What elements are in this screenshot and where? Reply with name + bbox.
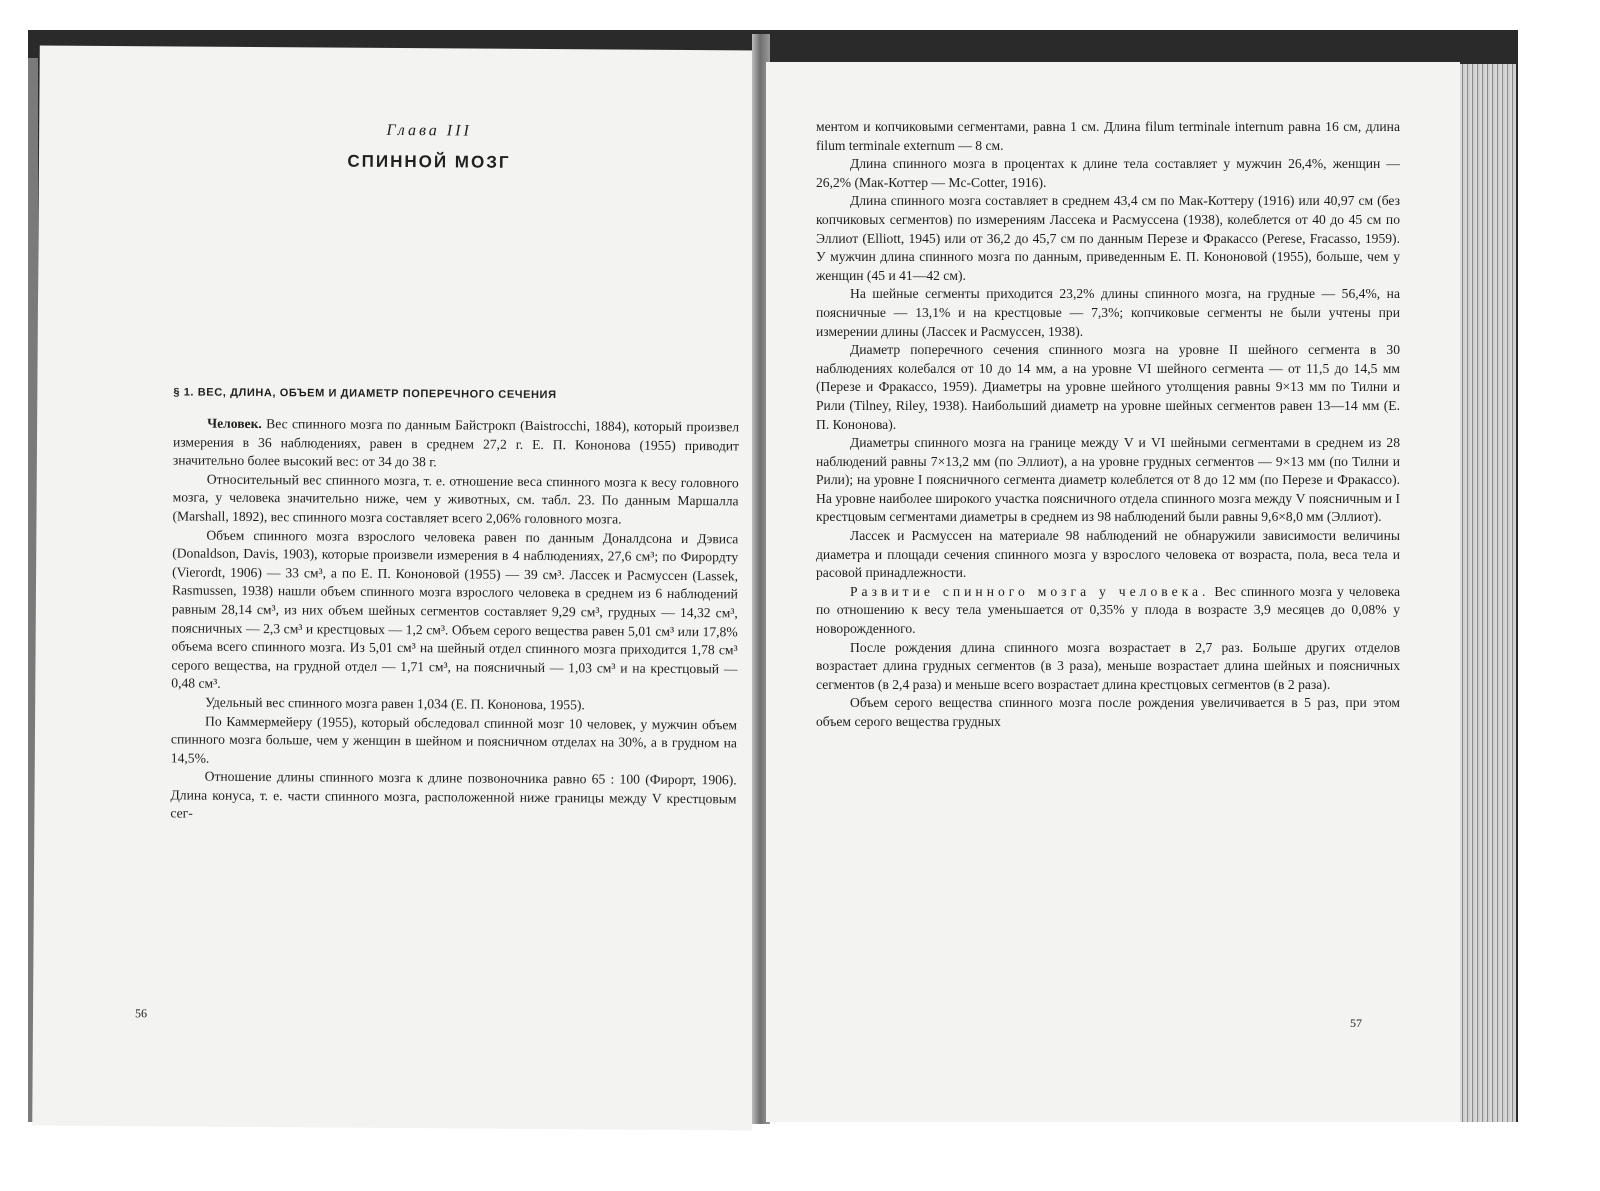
paragraph: ментом и копчиковыми сегментами, равна 1 см. Длина filum terminale internum равна 16 см, длина filum terminale externum — 8 см. [816, 119, 1400, 153]
chapter-label: Глава III [386, 121, 472, 140]
page-edges [1460, 64, 1516, 1122]
paragraph: Объем серого вещества спинного мозга после рождения увеличивается в 5 раз, при этом объем серого вещества грудных [816, 695, 1400, 729]
paragraph: Диаметр поперечного сечения спинного мозга на уровне II шейного сегмента в 30 наблюдениях колебался от 10 до 14 мм, а на уровне VI шейного сегмента — от 11,5 до 14,5 мм (Перезе и Фракассо, 1959). Диаметры на уровне шейного утолщения равны 9×13 мм по Тилни и Рили (Tilney, Riley, 1938). Наибольший диаметр на уровне шейных сегментов равен 13—14 мм (Е. П. Кононова). [816, 342, 1400, 432]
right-page [766, 62, 1460, 1122]
paragraph: Длина спинного мозга в процентах к длине тела составляет у мужчин 26,4%, женщин — 26,2% (Мак-Коттер — Mc-Cotter, 1916). [816, 156, 1400, 190]
paragraph: Объем спинного мозга взрослого человека равен по данным Доналдсона и Дэвиса (Donaldson, Davis, 1903), которые произвели измерения в 4 наблюдениях, 27,6 см³; по Фирордту (Vierordt, 1906) — 33 см³, а по Е. П. Кононовой (1955) — 39 см³. Лассек и Расмуссен (Lassek, Rasmussen, 1938) нашли объем спинного мозга взрослого человека в среднем из 6 наблюдений равным 28,14 см³, из них объем шейных сегментов составляет 9,29 см³, грудных — 14,32 см³, поясничных — 2,3 см³ и крестцовых — 1,2 см³. Объем серого вещества равен 5,01 см³ или 17,8% объема всего спинного мозга. Из 5,01 см³ на шейный отдел спинного мозга приходится 1,78 см³ серого вещества, на грудной отдел — 1,71 см³, на поясничный — 1,03 см³ и на крестцовый — 0,48 см³. [171, 527, 739, 692]
paragraph: Длина спинного мозга составляет в среднем 43,4 см по Мак-Коттеру (1916) или 40,97 см (без копчиковых сегментов) по измерениям Лассека и Расмуссена (1938), колеблется от 40 до 45 см по Эллиот (Elliott, 1945) или от 36,2 до 45,7 см по данным Перезе и Фракассо (Perese, Fracasso, 1959). У мужчин длина спинного мозга по данным, приведенным Е. П. Кононовой (1955), больше, чем у женщин (45 и 41—42 см). [816, 193, 1400, 283]
right-body-text [816, 118, 1400, 732]
paragraph [173, 414, 739, 474]
chapter-title: СПИННОЙ МОЗГ [347, 151, 511, 172]
paragraph: На шейные сегменты приходится 23,2% длины спинного мозга, на грудные — 56,4%, на поясничные — 13,1% и на крестцовые — 7,3%; копчиковые сегменты не были учтены при измерении длины (Лассек и Расмуссен, 1938). [816, 286, 1400, 339]
page-number-right: 57 [1350, 1016, 1362, 1030]
paragraph-text: Вес спинного мозга у человека по отношению к весу тела уменьшается от 0,35% у плода в возрасте 3,9 месяцев до 0,08% у новорожденного. [816, 583, 1401, 637]
section-title: § 1. ВЕС, ДЛИНА, ОБЪЕМ И ДИАМЕТР ПОПЕРЕЧНОГО СЕЧЕНИЯ [173, 386, 557, 402]
left-body-text [170, 414, 739, 827]
paragraph: После рождения длина спинного мозга возрастает в 2,7 раз. Больше других отделов возрастает длина грудных сегментов (в 3 раза), меньше возрастает длина шейных и поясничных сегментов (в 2,4 раза) и меньше всего возрастает длина крестцовых сегментов (в 2 раза). [816, 639, 1400, 692]
paragraph-text: Вес спинного мозга по данным Байстрокп (Baistrocchi, 1884), который произвел измерения в 36 наблюдениях, равен в среднем 27,2 г. Е. П. Кононова (1955) приводит значительно более высокий вес: от 34 до 38 г. [172, 416, 740, 470]
paragraph: Диаметры спинного мозга на границе между V и VI шейными сегментами в среднем из 28 наблюдений равны 7×13,2 мм (по Эллиот), а на уровне грудных сегментов — 9×13 мм (по Тилни и Рили); на уровне I поясничного сегмента диаметр колеблется от 8 до 12 мм (по Перезе и Фракассо). На уровне наиболее широкого участка поясничного отдела спинного мозга между V поясничным и I крестцовым сегментами диаметры в среднем из 98 наблюдений были равны 9,6×8,0 мм (Эллиот). [816, 435, 1400, 525]
paragraph: Относительный вес спинного мозга, т. е. отношение веса спинного мозга к весу головного мозга, у человека значительно ниже, чем у животных, см. табл. 23. По данным Маршалла (Marshall, 1892), вес спинного мозга составляет всего 2,06% головного мозга. [172, 471, 739, 527]
left-page [32, 45, 760, 1130]
paragraph-lead: Развитие спинного мозга у человека. [850, 583, 1210, 599]
paragraph: Отношение длины спинного мозга к длине позвоночника равно 65 : 100 (Фирорт, 1906). Длина конуса, т. е. части спинного мозга, расположенной ниже границы между V крестцовым сег- [170, 768, 737, 822]
paragraph: По Каммермейеру (1955), который обследовал спинной мозг 10 человек, у мужчин объем спинного мозга больше, чем у женщин в шейном и поясничном отделах на 30%, а в грудном на 14,5%. [170, 713, 738, 766]
paragraph-lead: Человек. [207, 415, 262, 432]
paragraph: Лассек и Расмуссен на материале 98 наблюдений не обнаружили зависимости величины диаметра и площади сечения спинного мозга у взрослого человека от возраста, пола, веса тела и расовой принадлежности. [816, 528, 1400, 581]
paragraph [816, 583, 1400, 639]
paragraph: Удельный вес спинного мозга равен 1,034 (Е. П. Кононова, 1955). [205, 694, 585, 713]
page-number-left: 56 [134, 1006, 148, 1021]
